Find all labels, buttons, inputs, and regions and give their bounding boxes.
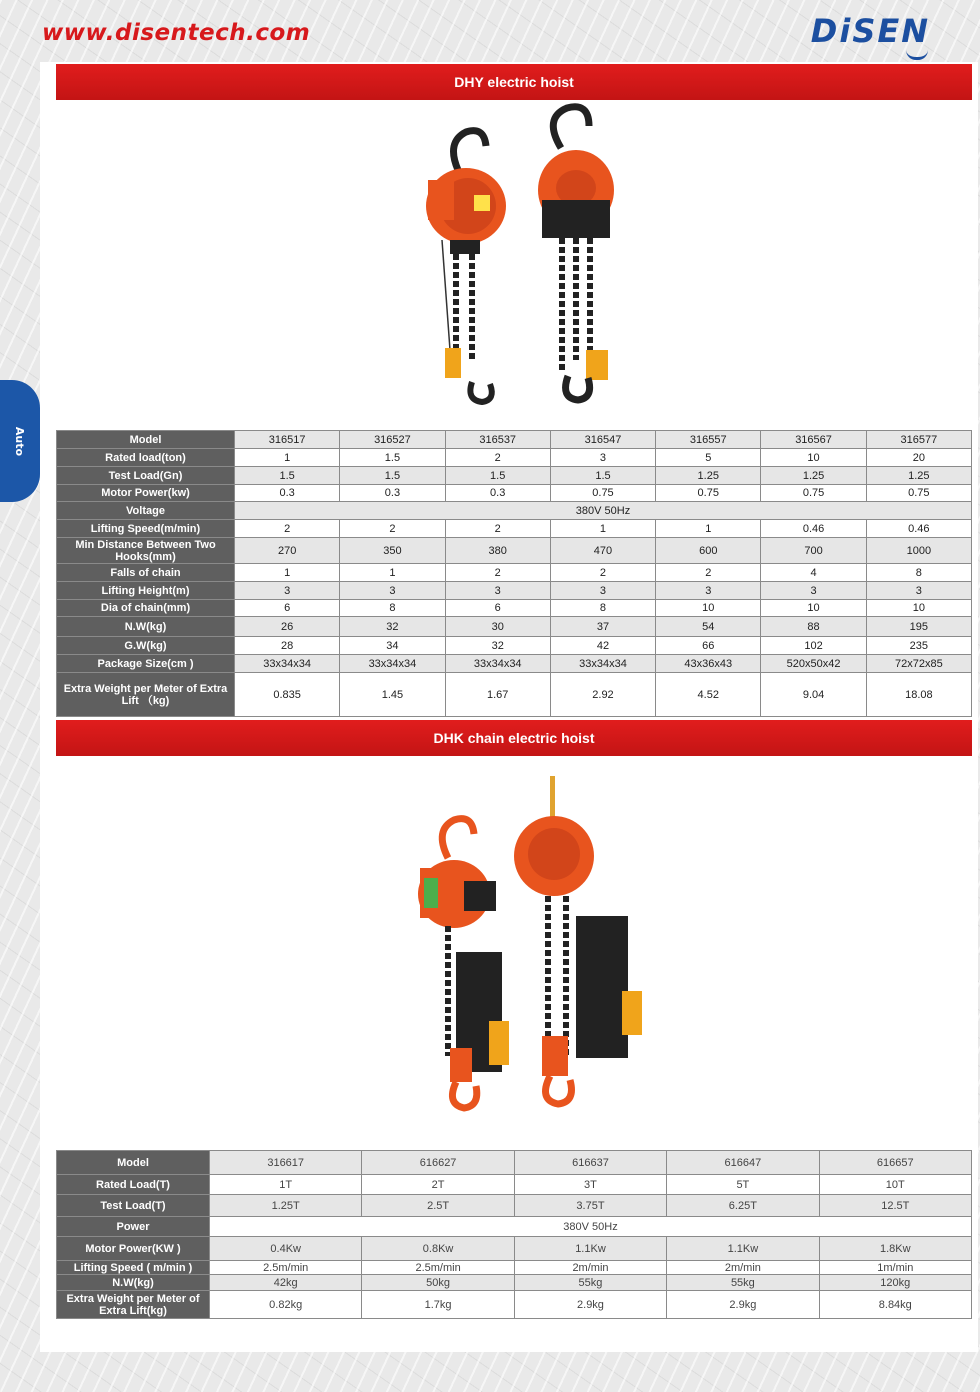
value-cell: 1.25 — [656, 467, 761, 485]
table-row — [57, 502, 972, 520]
hoist-right-icon — [538, 107, 614, 400]
value-cell: 20 — [866, 449, 971, 467]
model-number-cell: 316567 — [761, 431, 866, 449]
table-row — [57, 637, 972, 655]
value-cell: 2m/min — [514, 1261, 666, 1275]
model-label: Model — [57, 431, 235, 449]
value-cell: 380 — [445, 538, 550, 564]
table-row — [57, 485, 972, 502]
value-cell: 1.25 — [866, 467, 971, 485]
row-label: Test Load(Gn) — [57, 467, 235, 485]
value-cell: 66 — [656, 637, 761, 655]
value-cell: 1.67 — [445, 673, 550, 717]
value-cell: 43x36x43 — [656, 655, 761, 673]
value-cell: 28 — [235, 637, 340, 655]
value-cell: 700 — [761, 538, 866, 564]
value-cell: 3 — [866, 582, 971, 600]
table-row — [57, 1175, 972, 1195]
logo-swoosh — [906, 50, 928, 60]
value-cell: 2 — [235, 520, 340, 538]
value-cell: 2 — [656, 564, 761, 582]
value-cell: 42kg — [210, 1275, 362, 1291]
section2-banner — [56, 720, 972, 756]
value-cell: 32 — [340, 617, 445, 637]
value-cell: 6.25T — [667, 1195, 819, 1217]
table-row — [57, 673, 972, 717]
value-cell: 0.3 — [235, 485, 340, 502]
value-cell: 2.5m/min — [362, 1261, 514, 1275]
value-cell: 1000 — [866, 538, 971, 564]
value-cell: 2m/min — [667, 1261, 819, 1275]
value-cell: 1.5 — [235, 467, 340, 485]
value-cell: 2T — [362, 1175, 514, 1195]
table-row — [57, 655, 972, 673]
row-label: Package Size(cm ) — [57, 655, 235, 673]
value-cell: 0.835 — [235, 673, 340, 717]
value-cell: 54 — [656, 617, 761, 637]
side-tab-auto[interactable] — [0, 380, 40, 502]
value-cell: 5T — [667, 1175, 819, 1195]
value-cell: 2.9kg — [514, 1291, 666, 1319]
value-cell: 102 — [761, 637, 866, 655]
value-cell: 3T — [514, 1175, 666, 1195]
value-cell: 5 — [656, 449, 761, 467]
value-cell: 2 — [445, 520, 550, 538]
value-cell: 270 — [235, 538, 340, 564]
value-cell: 0.46 — [866, 520, 971, 538]
disen-logo: DiSEN — [810, 12, 930, 50]
table-row — [57, 1195, 972, 1217]
value-cell: 2 — [445, 564, 550, 582]
table-row — [57, 600, 972, 617]
spanned-value-cell: 380V 50Hz — [235, 502, 972, 520]
table-row — [57, 520, 972, 538]
table-row — [57, 1291, 972, 1319]
row-label: Lifting Speed ( m/min ) — [57, 1261, 210, 1275]
row-label: Min Distance Between Two Hooks(mm) — [57, 538, 235, 564]
row-label: Falls of chain — [57, 564, 235, 582]
model-number-cell: 616637 — [514, 1151, 666, 1175]
row-label: Rated Load(T) — [57, 1175, 210, 1195]
hoist-left-icon — [426, 131, 506, 402]
value-cell: 18.08 — [866, 673, 971, 717]
dhk-hoist-illustration — [56, 756, 972, 1150]
value-cell: 8.84kg — [819, 1291, 971, 1319]
value-cell: 1 — [340, 564, 445, 582]
model-number-cell: 316547 — [550, 431, 655, 449]
row-label: G.W(kg) — [57, 637, 235, 655]
value-cell: 10T — [819, 1175, 971, 1195]
value-cell: 0.3 — [445, 485, 550, 502]
model-number-cell: 316517 — [235, 431, 340, 449]
value-cell: 235 — [866, 637, 971, 655]
value-cell: 6 — [235, 600, 340, 617]
row-label: Power — [57, 1217, 210, 1237]
value-cell: 1.5 — [340, 449, 445, 467]
value-cell: 0.75 — [550, 485, 655, 502]
value-cell: 120kg — [819, 1275, 971, 1291]
value-cell: 30 — [445, 617, 550, 637]
value-cell: 1.1Kw — [667, 1237, 819, 1261]
value-cell: 4.52 — [656, 673, 761, 717]
table-row — [57, 617, 972, 637]
value-cell: 3 — [550, 449, 655, 467]
value-cell: 0.8Kw — [362, 1237, 514, 1261]
model-number-cell: 616657 — [819, 1151, 971, 1175]
value-cell: 37 — [550, 617, 655, 637]
value-cell: 1.25 — [761, 467, 866, 485]
value-cell: 32 — [445, 637, 550, 655]
website-url: www.disentech.com — [42, 20, 311, 46]
value-cell: 33x34x34 — [550, 655, 655, 673]
value-cell: 0.75 — [866, 485, 971, 502]
table-row — [57, 564, 972, 582]
value-cell: 3 — [340, 582, 445, 600]
model-number-cell: 616647 — [667, 1151, 819, 1175]
value-cell: 470 — [550, 538, 655, 564]
value-cell: 2.9kg — [667, 1291, 819, 1319]
row-label: Lifting Height(m) — [57, 582, 235, 600]
dhk-hoist-left-icon — [418, 819, 509, 1108]
row-label: Motor Power(KW ) — [57, 1237, 210, 1261]
value-cell: 600 — [656, 538, 761, 564]
value-cell: 6 — [445, 600, 550, 617]
row-label: Extra Weight per Meter of Extra Lift(kg) — [57, 1291, 210, 1319]
dhy-hoist-photo — [56, 100, 972, 430]
value-cell: 3 — [550, 582, 655, 600]
table-row — [57, 1237, 972, 1261]
section1-banner — [56, 64, 972, 100]
value-cell: 0.75 — [656, 485, 761, 502]
value-cell: 3 — [445, 582, 550, 600]
value-cell: 1 — [656, 520, 761, 538]
value-cell: 12.5T — [819, 1195, 971, 1217]
dhy-hoist-illustration — [56, 100, 972, 430]
value-cell: 2 — [340, 520, 445, 538]
spanned-value-cell: 380V 50Hz — [210, 1217, 972, 1237]
value-cell: 10 — [656, 600, 761, 617]
value-cell: 2 — [445, 449, 550, 467]
value-cell: 72x72x85 — [866, 655, 971, 673]
value-cell: 8 — [550, 600, 655, 617]
value-cell: 1.5 — [445, 467, 550, 485]
row-label: Voltage — [57, 502, 235, 520]
value-cell: 10 — [866, 600, 971, 617]
table-row — [57, 467, 972, 485]
value-cell: 0.75 — [761, 485, 866, 502]
value-cell: 0.4Kw — [210, 1237, 362, 1261]
value-cell: 55kg — [667, 1275, 819, 1291]
section2-title: DHK chain electric hoist — [433, 730, 595, 746]
row-label: Lifting Speed(m/min) — [57, 520, 235, 538]
dhk-hoist-right-icon — [514, 776, 642, 1104]
value-cell: 1T — [210, 1175, 362, 1195]
value-cell: 1 — [235, 449, 340, 467]
row-label: Extra Weight per Meter of Extra Lift （kg) — [57, 673, 235, 717]
row-label: Test Load(T) — [57, 1195, 210, 1217]
value-cell: 1.8Kw — [819, 1237, 971, 1261]
value-cell: 3 — [656, 582, 761, 600]
section1-title: DHY electric hoist — [454, 74, 574, 90]
row-label: Dia of chain(mm) — [57, 600, 235, 617]
value-cell: 1 — [550, 520, 655, 538]
value-cell: 1.5 — [550, 467, 655, 485]
value-cell: 10 — [761, 600, 866, 617]
value-cell: 55kg — [514, 1275, 666, 1291]
value-cell: 8 — [340, 600, 445, 617]
row-label: N.W(kg) — [57, 617, 235, 637]
value-cell: 1.7kg — [362, 1291, 514, 1319]
model-number-cell: 316557 — [656, 431, 761, 449]
model-label: Model — [57, 1151, 210, 1175]
value-cell: 33x34x34 — [235, 655, 340, 673]
value-cell: 1.5 — [340, 467, 445, 485]
row-label: Rated load(ton) — [57, 449, 235, 467]
model-number-cell: 316577 — [866, 431, 971, 449]
value-cell: 3.75T — [514, 1195, 666, 1217]
value-cell: 0.46 — [761, 520, 866, 538]
catalog-page — [40, 62, 978, 1352]
value-cell: 1.45 — [340, 673, 445, 717]
value-cell: 0.82kg — [210, 1291, 362, 1319]
value-cell: 8 — [866, 564, 971, 582]
value-cell: 1 — [235, 564, 340, 582]
row-label: Motor Power(kw) — [57, 485, 235, 502]
dhk-hoist-photo — [56, 756, 972, 1150]
table-row — [57, 1275, 972, 1291]
value-cell: 4 — [761, 564, 866, 582]
value-cell: 1.25T — [210, 1195, 362, 1217]
value-cell: 34 — [340, 637, 445, 655]
value-cell: 88 — [761, 617, 866, 637]
value-cell: 520x50x42 — [761, 655, 866, 673]
value-cell: 1m/min — [819, 1261, 971, 1275]
value-cell: 2 — [550, 564, 655, 582]
table-row — [57, 582, 972, 600]
table-row — [57, 1261, 972, 1275]
value-cell: 33x34x34 — [340, 655, 445, 673]
model-number-cell: 316617 — [210, 1151, 362, 1175]
value-cell: 9.04 — [761, 673, 866, 717]
value-cell: 42 — [550, 637, 655, 655]
dhk-spec-table — [56, 1150, 972, 1319]
row-label: N.W(kg) — [57, 1275, 210, 1291]
value-cell: 3 — [761, 582, 866, 600]
value-cell: 350 — [340, 538, 445, 564]
value-cell: 195 — [866, 617, 971, 637]
model-number-cell: 316527 — [340, 431, 445, 449]
side-tab-label: Auto — [13, 426, 27, 456]
value-cell: 2.5T — [362, 1195, 514, 1217]
value-cell: 10 — [761, 449, 866, 467]
value-cell: 33x34x34 — [445, 655, 550, 673]
model-number-cell: 616627 — [362, 1151, 514, 1175]
value-cell: 3 — [235, 582, 340, 600]
value-cell: 1.1Kw — [514, 1237, 666, 1261]
table-row — [57, 449, 972, 467]
value-cell: 2.92 — [550, 673, 655, 717]
value-cell: 0.3 — [340, 485, 445, 502]
dhy-spec-table — [56, 430, 972, 717]
value-cell: 2.5m/min — [210, 1261, 362, 1275]
model-number-cell: 316537 — [445, 431, 550, 449]
table-row — [57, 538, 972, 564]
table-row — [57, 1217, 972, 1237]
value-cell: 26 — [235, 617, 340, 637]
value-cell: 50kg — [362, 1275, 514, 1291]
